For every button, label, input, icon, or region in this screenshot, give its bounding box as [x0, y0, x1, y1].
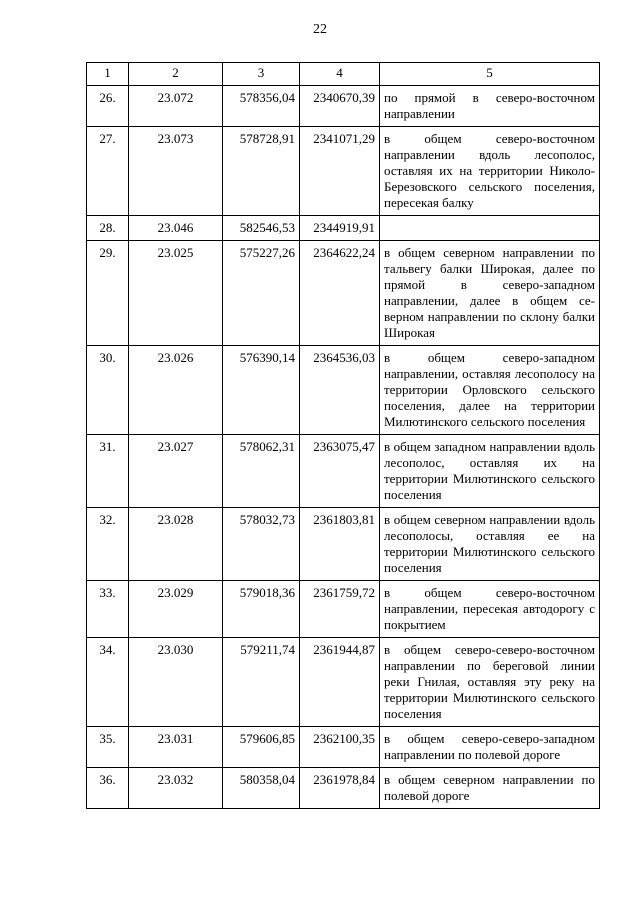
table-row	[87, 216, 600, 241]
table-header-row	[87, 63, 600, 86]
column-header: 1	[87, 63, 129, 86]
coordinate-x: 578728,91	[223, 127, 300, 216]
point-id: 23.046	[129, 216, 223, 241]
boundary-description: в общем северо-восточном направлении вдоль лесополос, оставляя их на территории Николо-Березовского сельского поселения, пересекая балку	[380, 127, 600, 216]
coordinate-y: 2362100,35	[300, 727, 380, 768]
boundary-description: в общем северном направлении по полевой дороге	[380, 768, 600, 809]
column-header: 2	[129, 63, 223, 86]
row-number: 33.	[87, 581, 129, 638]
coordinate-y: 2361759,72	[300, 581, 380, 638]
boundary-description: по прямой в северо-восточном направлении	[380, 86, 600, 127]
coordinate-x: 575227,26	[223, 241, 300, 346]
coordinate-x: 579018,36	[223, 581, 300, 638]
point-id: 23.027	[129, 435, 223, 508]
boundary-description	[380, 216, 600, 241]
boundary-description: в общем северо-восточном направлении, пересекая автодорогу с покрытием	[380, 581, 600, 638]
coordinate-x: 582546,53	[223, 216, 300, 241]
coordinate-x: 579211,74	[223, 638, 300, 727]
row-number: 32.	[87, 508, 129, 581]
point-id: 23.032	[129, 768, 223, 809]
point-id: 23.073	[129, 127, 223, 216]
row-number: 31.	[87, 435, 129, 508]
table-row	[87, 727, 600, 768]
row-number: 27.	[87, 127, 129, 216]
point-id: 23.025	[129, 241, 223, 346]
column-header: 3	[223, 63, 300, 86]
table-row	[87, 508, 600, 581]
row-number: 30.	[87, 346, 129, 435]
table-row	[87, 638, 600, 727]
coordinate-y: 2361944,87	[300, 638, 380, 727]
table-row	[87, 768, 600, 809]
coordinate-x: 579606,85	[223, 727, 300, 768]
table-row	[87, 127, 600, 216]
coordinate-y: 2344919,91	[300, 216, 380, 241]
coordinate-y: 2364536,03	[300, 346, 380, 435]
point-id: 23.029	[129, 581, 223, 638]
row-number: 26.	[87, 86, 129, 127]
table-row	[87, 435, 600, 508]
boundary-description: в общем западном направлении вдоль лесополос, оставляя их на территории Милютинского сельского поселения	[380, 435, 600, 508]
point-id: 23.028	[129, 508, 223, 581]
coordinate-x: 576390,14	[223, 346, 300, 435]
table-row	[87, 581, 600, 638]
coordinate-y: 2361978,84	[300, 768, 380, 809]
page-number: 22	[313, 22, 327, 37]
row-number: 34.	[87, 638, 129, 727]
coordinate-x: 578356,04	[223, 86, 300, 127]
boundary-description: в общем северном направлении вдоль лесополосы, оставляя ее на территории Милютинского сельского поселения	[380, 508, 600, 581]
row-number: 35.	[87, 727, 129, 768]
coordinate-y: 2361803,81	[300, 508, 380, 581]
coordinate-x: 580358,04	[223, 768, 300, 809]
coordinate-y: 2341071,29	[300, 127, 380, 216]
point-id: 23.031	[129, 727, 223, 768]
row-number: 28.	[87, 216, 129, 241]
point-id: 23.030	[129, 638, 223, 727]
column-header: 5	[380, 63, 600, 86]
boundary-description: в общем северо-северо-восточном направлении по береговой линии реки Гнилая, оставляя эту реку на территории Милютинского сельского поселения	[380, 638, 600, 727]
row-number: 36.	[87, 768, 129, 809]
row-number: 29.	[87, 241, 129, 346]
table-row	[87, 241, 600, 346]
table-row	[87, 346, 600, 435]
coordinate-x: 578062,31	[223, 435, 300, 508]
coordinate-y: 2364622,24	[300, 241, 380, 346]
boundary-description: в общем северо-северо-западном направлении по полевой дороге	[380, 727, 600, 768]
coordinate-x: 578032,73	[223, 508, 300, 581]
point-id: 23.026	[129, 346, 223, 435]
coordinate-y: 2340670,39	[300, 86, 380, 127]
point-id: 23.072	[129, 86, 223, 127]
boundary-description: в общем северо-западном направлении, оставляя лесополосу на территории Орловского сельского поселения, далее на территории Милютинского сельского поселения	[380, 346, 600, 435]
column-header: 4	[300, 63, 380, 86]
boundary-table	[86, 62, 600, 809]
boundary-description: в общем северном направлении по тальвегу балки Широкая, далее по прямой в северо-западном направлении, далее в общем северном направлении по склону балки Широкая	[380, 241, 600, 346]
coordinate-y: 2363075,47	[300, 435, 380, 508]
table-row	[87, 86, 600, 127]
